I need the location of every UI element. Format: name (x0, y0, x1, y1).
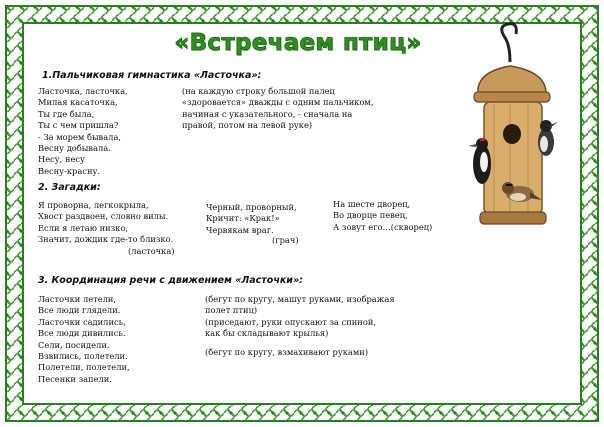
poem-line: Ласточка, ласточка, (38, 86, 128, 96)
riddle-line: Хвост раздвоен, словно вилы. (38, 211, 169, 222)
note-line: полет птиц) (205, 305, 258, 316)
poem-line: - За морем бывала, (38, 131, 122, 142)
birdhouse-icon (464, 22, 564, 232)
riddle-line: На шесте дворец, (333, 199, 411, 209)
riddle-line: Если я летаю низко, (38, 222, 128, 233)
poem-line: Весну добывала. (38, 142, 111, 153)
note-line: как бы складывают крылья) (205, 328, 329, 339)
riddle-1-answer: (ласточка) (128, 246, 175, 256)
note-line: (на каждую строку большой палец (182, 86, 335, 96)
note-line: правой, потом на левой руке) (182, 120, 313, 131)
poem-line: Взвились, полетели. (38, 350, 128, 361)
riddle-2-answer: (грач) (272, 235, 299, 245)
riddle-line: Значит, дождик где-то близко. (38, 234, 174, 245)
riddle-line: Я проворна, легкокрыла, (38, 200, 149, 210)
section1-poem (38, 86, 128, 177)
page-title: «Встречаем птиц» (174, 30, 422, 56)
riddle-line: Черный, проворный, (206, 202, 297, 212)
note-line: (приседают, руки опускают за спиной, (205, 317, 376, 327)
section3-heading: 3. Координация речи с движением «Ласточки»: (38, 275, 303, 286)
note-line: «здоровается» дважды с одним пальчиком, (182, 97, 374, 108)
poem-line: Все люди дивились. (38, 328, 126, 339)
poem-line: Милая касаточка, (38, 97, 118, 108)
poem-line: Несу, несу (38, 154, 85, 165)
poem-line: Весну-красну. (38, 165, 101, 176)
note-line: начиная с указательного, - сначала на (182, 108, 353, 119)
poem-line: Ты где была, (38, 108, 95, 119)
section2-heading: 2. Загадки: (38, 182, 101, 193)
section3-note-3: (бегут по кругу, взмахивают руками) (205, 347, 369, 357)
riddle-line: Кричит: «Крак!» (206, 213, 280, 224)
note-line: (бегут по кругу, машут руками, изображая (205, 294, 395, 304)
riddle-3 (333, 199, 432, 233)
poem-line: Ты с чем пришла? (38, 120, 119, 131)
riddle-2 (206, 202, 297, 236)
section3-poem (38, 294, 130, 385)
riddle-line: Во дворце певец, (333, 210, 408, 221)
section1-notes (182, 86, 374, 132)
poem-line: Песенки запели. (38, 373, 112, 384)
section1-heading: 1.Пальчиковая гимнастика «Ласточка»: (42, 70, 262, 81)
poem-line: Ласточки садились, (38, 316, 126, 327)
poem-line: Сели, посидели. (38, 339, 110, 350)
poem-line: Полетели, полетели, (38, 362, 130, 373)
riddle-line: Червякам враг. (206, 224, 274, 235)
riddle-1 (38, 200, 173, 246)
riddle-line: А зовут его…(скворец) (333, 221, 433, 232)
section3-note-2 (205, 317, 376, 340)
poem-line: Все люди глядели. (38, 305, 121, 316)
section3-note-1 (205, 294, 395, 317)
poem-line: Ласточки летели, (38, 294, 117, 304)
